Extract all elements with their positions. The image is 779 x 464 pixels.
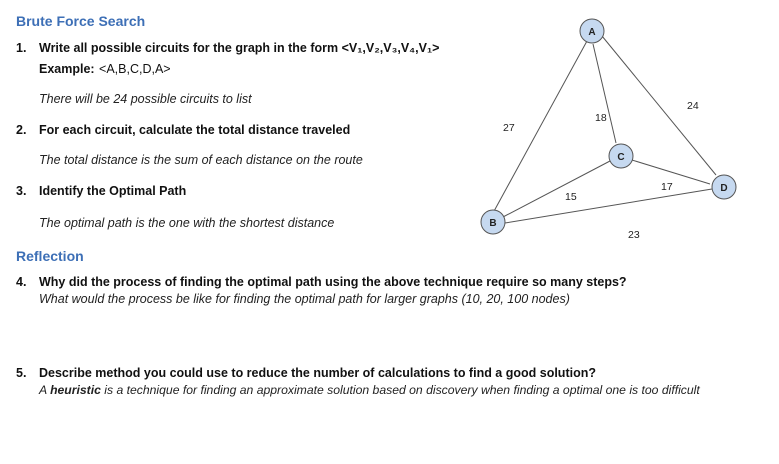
q1-example-value: <A,B,C,D,A> bbox=[99, 62, 171, 76]
q1-prefix: Write all possible circuits for the graph in the form bbox=[39, 41, 342, 55]
q4-note: What would the process be like for finding the optimal path for larger graphs (10, 20, 100 nodes) bbox=[39, 292, 570, 306]
edge-label-ac: 18 bbox=[595, 112, 607, 124]
edge-label-ad: 24 bbox=[687, 100, 699, 112]
page-title: Brute Force Search bbox=[16, 13, 146, 29]
edge-label-cd: 17 bbox=[661, 181, 673, 193]
node-c-label: C bbox=[617, 152, 625, 163]
q5-text: Describe method you could use to reduce the number of calculations to find a good solution? bbox=[39, 366, 596, 380]
q4-number: 4. bbox=[16, 275, 27, 289]
edge-label-bd: 23 bbox=[628, 229, 640, 241]
q5-note-prefix: A bbox=[39, 383, 51, 397]
node-d-label: D bbox=[720, 183, 728, 194]
q1-number: 1. bbox=[16, 41, 27, 55]
node-b bbox=[481, 210, 505, 234]
node-c bbox=[609, 144, 633, 168]
q1-example-label: Example: bbox=[39, 62, 95, 76]
q4-text: Why did the process of finding the optimal path using the above technique require so many steps? bbox=[39, 275, 627, 289]
node-b-label: B bbox=[489, 218, 497, 229]
reflection-title: Reflection bbox=[16, 248, 84, 264]
q3-note: The optimal path is the one with the shortest distance bbox=[39, 216, 335, 230]
q3-number: 3. bbox=[16, 184, 27, 198]
q2-text: For each circuit, calculate the total distance traveled bbox=[39, 123, 351, 137]
q5-note-bold: heuristic bbox=[50, 383, 101, 397]
edge-label-ab: 27 bbox=[503, 122, 515, 134]
edge-label-bc: 15 bbox=[565, 191, 577, 203]
node-d bbox=[712, 175, 736, 199]
q5-note-suffix: is a technique for finding an approximate solution based on discovery when finding a optimal one is too difficult bbox=[100, 383, 700, 397]
node-a-label: A bbox=[588, 27, 596, 38]
node-a bbox=[580, 19, 604, 43]
q1-form: <V₁,V₂,V₃,V₄,V₁> bbox=[341, 41, 440, 55]
edge-a-c bbox=[593, 44, 616, 143]
edge-b-d bbox=[505, 189, 712, 223]
q2-number: 2. bbox=[16, 123, 27, 137]
q2-note: The total distance is the sum of each distance on the route bbox=[39, 153, 363, 167]
q1-note: There will be 24 possible circuits to list bbox=[39, 92, 252, 106]
q5-number: 5. bbox=[16, 366, 27, 380]
q3-text: Identify the Optimal Path bbox=[39, 184, 187, 198]
